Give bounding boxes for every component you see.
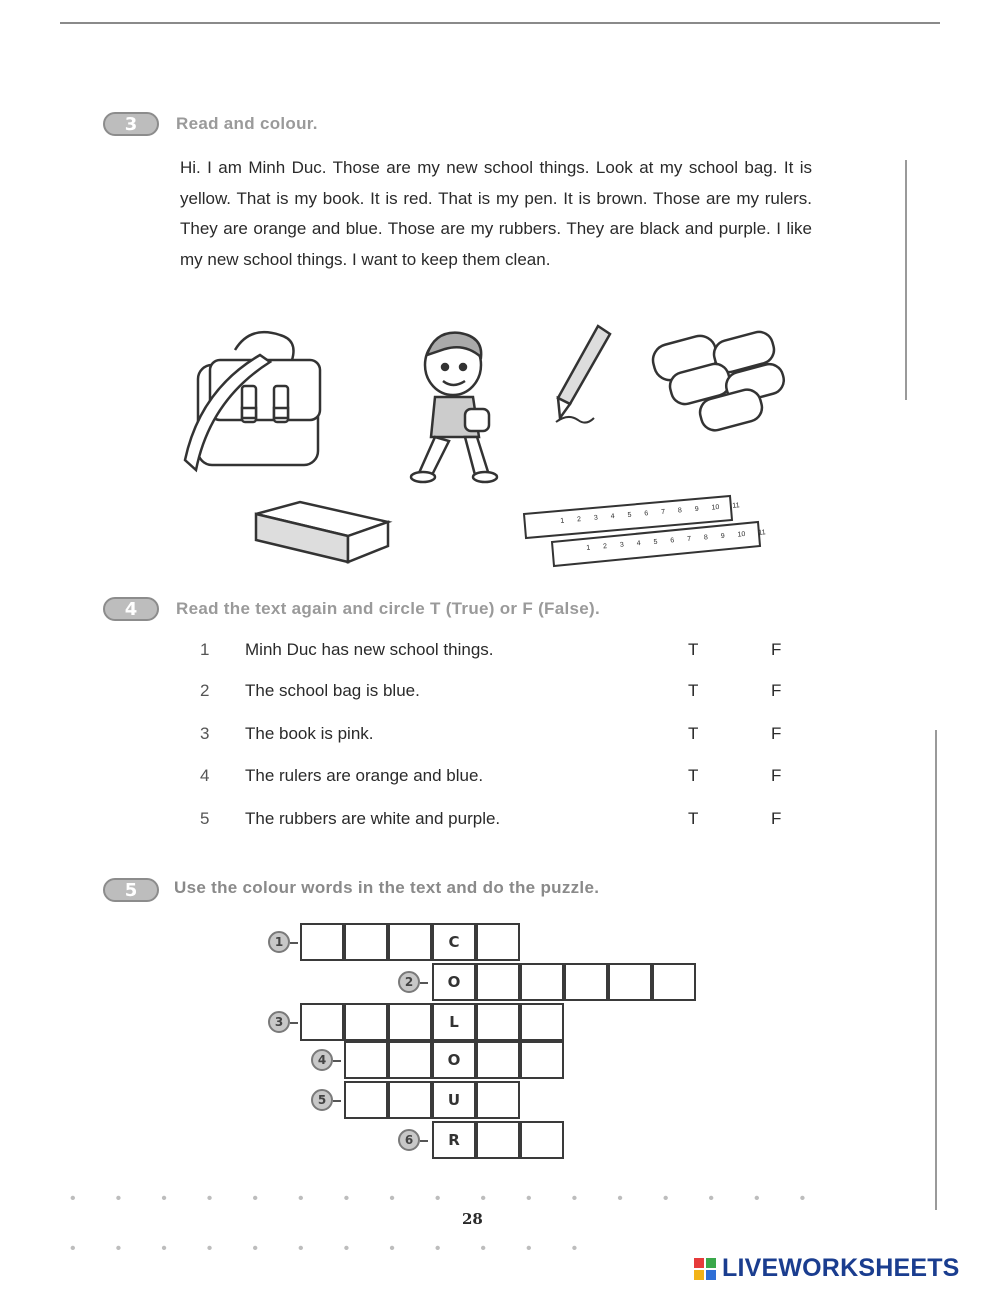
puzzle-cell[interactable] [520,1003,564,1041]
ruler-tick: 6 [644,510,649,518]
exercise-4-number: 4 [124,598,138,620]
true-option[interactable]: T [688,724,699,743]
clue-marker-5: 5 [311,1089,333,1111]
puzzle-key-cell: L [432,1003,476,1041]
tf-statement: The book is pink. [245,724,374,743]
logo-mark [694,1258,716,1280]
tf-statement: The rulers are orange and blue. [245,766,484,785]
tf-statement: The rubbers are white and purple. [245,809,501,828]
true-option[interactable]: T [688,640,699,659]
false-option[interactable]: F [771,809,782,828]
tf-item-4 [0,766,1000,796]
ruler-tick: 5 [627,511,632,519]
tf-number: 1 [200,640,210,659]
exercise-3-badge [103,112,159,136]
puzzle-cell[interactable] [344,923,388,961]
logo-block [706,1270,716,1280]
puzzle-cell[interactable] [520,1041,564,1079]
puzzle-key-cell: O [432,963,476,1001]
ruler-tick: 7 [660,508,666,517]
ruler-tick: 8 [677,507,683,515]
puzzle-cell[interactable] [476,923,520,961]
puzzle-cell[interactable] [608,963,652,1001]
clue-arrow [290,1022,298,1024]
false-option[interactable]: F [771,681,782,700]
puzzle-key-cell: U [432,1081,476,1119]
tf-item-1 [0,640,1000,670]
ruler-tick: 6 [670,537,675,545]
exercise-3-heading: Read and colour. [176,114,318,133]
logo-text: LIVEWORKSHEETS [722,1254,960,1282]
false-option[interactable]: F [771,724,782,743]
ruler-tick: 2 [576,516,582,524]
clue-marker-1: 1 [268,931,290,953]
tf-item-5 [0,809,1000,839]
rulers-image[interactable] [520,490,765,575]
page-number: 28 [462,1210,483,1228]
puzzle-cell[interactable] [476,1003,520,1041]
exercise-5-number: 5 [124,879,138,901]
decorative-dots: •••••••••••• [70,1240,618,1257]
rubbers-image[interactable] [648,330,788,440]
pen-image[interactable] [548,318,618,428]
clue-marker-3: 3 [268,1011,290,1033]
school-bag-image[interactable] [180,320,330,480]
clue-arrow [420,982,428,984]
puzzle-cell[interactable] [476,1121,520,1159]
side-rule [905,160,907,400]
ruler-tick: 9 [694,505,700,514]
puzzle-key-cell: R [432,1121,476,1159]
exercise-4-heading: Read the text again and circle T (True) or F (False). [176,599,600,618]
puzzle-cell[interactable] [300,923,344,961]
puzzle-cell[interactable] [476,963,520,1001]
ruler-tick: 7 [686,535,692,544]
puzzle-cell[interactable] [344,1081,388,1119]
exercise-5-heading: Use the colour words in the text and do the puzzle. [174,878,600,897]
exercise-3-number: 3 [124,113,138,135]
ruler-tick: 11 [758,529,766,537]
ruler-tick: 5 [653,538,658,546]
boy-image[interactable] [405,325,505,485]
puzzle-cell[interactable] [476,1081,520,1119]
ruler-tick: 10 [711,503,720,512]
ruler-tick: 10 [737,530,746,539]
puzzle-key-cell: O [432,1041,476,1079]
puzzle-cell[interactable] [520,963,564,1001]
ruler-tick: 8 [703,534,709,542]
clue-arrow [420,1140,428,1142]
clue-arrow [290,942,298,944]
puzzle-cell[interactable] [300,1003,344,1041]
false-option[interactable]: F [771,640,782,659]
side-rule [935,730,937,1210]
ruler-tick: 3 [593,514,599,522]
ruler-tick: 11 [732,502,740,510]
true-option[interactable]: T [688,681,699,700]
tf-item-3 [0,724,1000,754]
tf-number: 5 [200,809,210,828]
puzzle-cell[interactable] [388,1041,432,1079]
clue-marker-4: 4 [311,1049,333,1071]
ruler-tick: 2 [602,543,608,551]
clue-marker-2: 2 [398,971,420,993]
exercise-4-badge [103,597,159,621]
tf-number: 4 [200,766,210,785]
tf-statement: The school bag is blue. [245,681,420,700]
top-rule [60,22,940,24]
puzzle-key-cell: C [432,923,476,961]
puzzle-cell[interactable] [388,1081,432,1119]
logo-block [694,1258,704,1268]
decorative-dots: ••••••••••••••••• [70,1190,846,1207]
ruler-tick: 9 [720,532,726,541]
puzzle-cell[interactable] [520,1121,564,1159]
puzzle-cell[interactable] [388,923,432,961]
tf-number: 3 [200,724,210,743]
reading-passage: Hi. I am Minh Duc. Those are my new school things. Look at my school bag. It is yellow. That is my book. It is red. That is my pen. It is brown. Those are my rulers. They are orange and blue. Those are my rubbers. They are black and purple. I like my new school things. I want to keep them clean. [180,158,812,269]
tf-number: 2 [200,681,210,700]
logo-block [706,1258,716,1268]
tf-statement: Minh Duc has new school things. [245,640,494,659]
puzzle-cell[interactable] [344,1041,388,1079]
true-option[interactable]: T [688,766,699,785]
false-option[interactable]: F [771,766,782,785]
ruler-tick: 3 [619,541,625,549]
clue-arrow [333,1060,341,1062]
book-image[interactable] [248,500,393,570]
liveworksheets-logo[interactable] [694,1254,960,1283]
clue-marker-6: 6 [398,1129,420,1151]
ruler-tick: 4 [636,540,641,548]
true-option[interactable]: T [688,809,699,828]
puzzle-cell[interactable] [564,963,608,1001]
puzzle-cell[interactable] [388,1003,432,1041]
logo-block [694,1270,704,1280]
clue-arrow [333,1100,341,1102]
ruler-tick: 1 [560,517,565,525]
ruler-tick: 1 [586,544,591,552]
tf-item-2 [0,681,1000,711]
puzzle-cell[interactable] [344,1003,388,1041]
ruler-tick: 4 [610,513,615,521]
exercise-5-badge [103,878,159,902]
puzzle-cell[interactable] [652,963,696,1001]
puzzle-cell[interactable] [476,1041,520,1079]
